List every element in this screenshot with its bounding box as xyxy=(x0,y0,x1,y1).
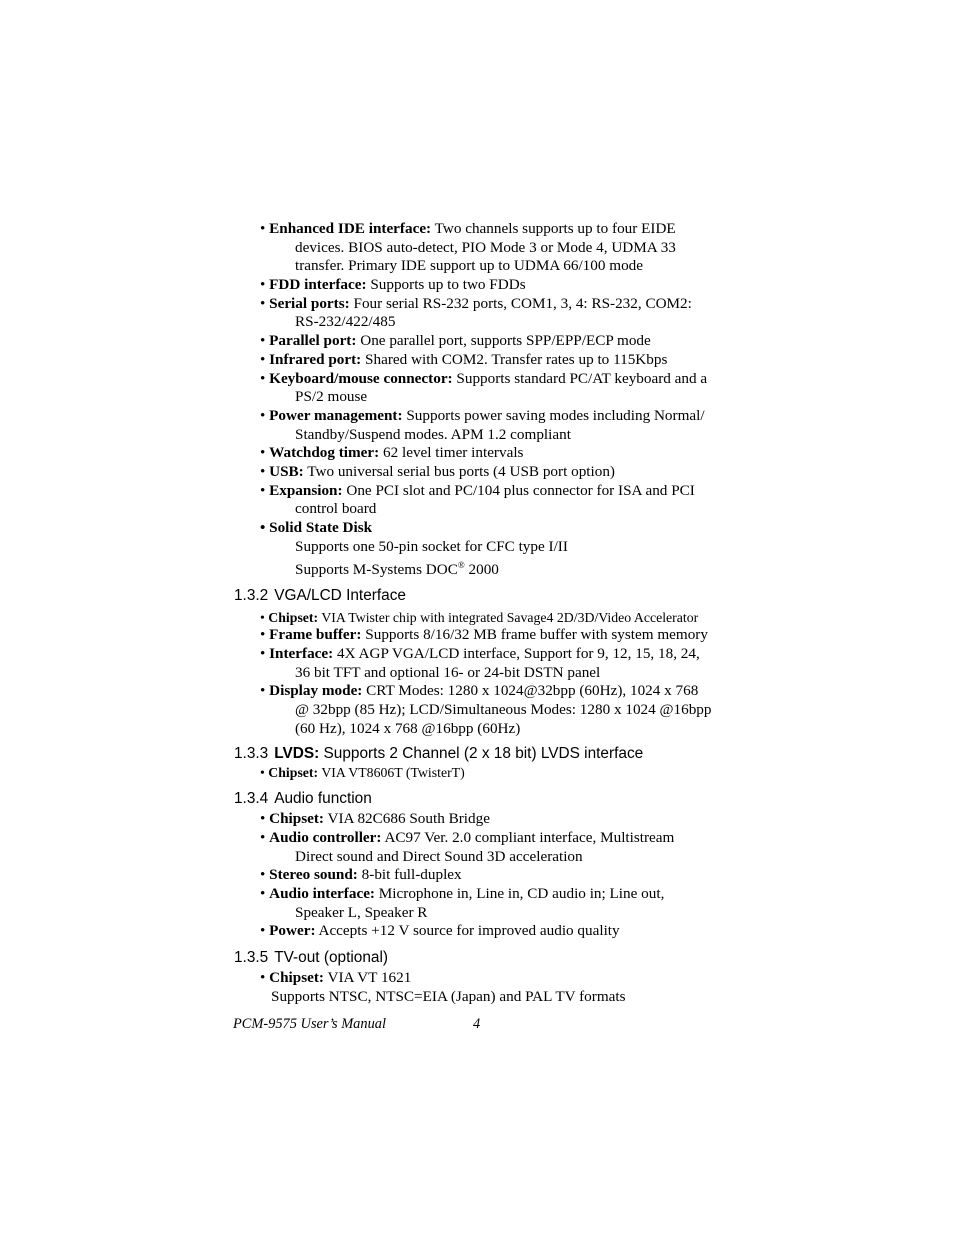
feature-label: Frame buffer: xyxy=(269,626,362,643)
audio-stereo: • Stereo sound: 8-bit full-duplex xyxy=(260,866,462,883)
feature-power-management: • Power management: Supports power saving modes including Normal/ xyxy=(260,407,705,424)
feature-serial: • Serial ports: Four serial RS-232 ports, COM1, 3, 4: RS-232, COM2: xyxy=(260,295,692,312)
feature-keyboard: • Keyboard/mouse connector: Supports standard PC/AT keyboard and a xyxy=(260,370,708,387)
audio-power: • Power: Accepts +12 V source for improved audio quality xyxy=(260,922,620,939)
feature-label: Chipset: xyxy=(268,765,319,780)
feature-serial-cont: RS-232/422/485 xyxy=(295,313,396,330)
feature-usb: • USB: Two universal serial bus ports (4 USB port option) xyxy=(260,463,615,480)
feature-power-management-cont: Standby/Suspend modes. APM 1.2 compliant xyxy=(295,426,571,443)
tvout-chipset: • Chipset: VIA VT 1621 xyxy=(260,969,412,986)
feature-label: Power management: xyxy=(269,407,403,424)
feature-label: Audio interface: xyxy=(269,885,375,902)
feature-expansion-cont: control board xyxy=(295,500,377,517)
feature-watchdog: • Watchdog timer: 62 level timer intervals xyxy=(260,444,524,461)
vga-display-mode-cont: @ 32bpp (85 Hz); LCD/Simultaneous Modes: 1280 x 1024 @16bpp xyxy=(295,701,712,718)
lvds-chipset: • Chipset: VIA VT8606T (TwisterT) xyxy=(260,765,465,780)
audio-chipset: • Chipset: VIA 82C686 South Bridge xyxy=(260,810,490,827)
feature-label: Parallel port: xyxy=(269,332,357,349)
vga-interface-cont: 36 bit TFT and optional 16- or 24-bit DSTN panel xyxy=(295,664,601,681)
vga-display-mode-cont: (60 Hz), 1024 x 768 @16bpp (60Hz) xyxy=(295,720,521,737)
feature-expansion: • Expansion: One PCI slot and PC/104 plus connector for ISA and PCI xyxy=(260,482,695,499)
section-heading-vga: 1.3.2 VGA/LCD Interface xyxy=(234,587,406,604)
vga-interface: • Interface: 4X AGP VGA/LCD interface, Support for 9, 12, 15, 18, 24, xyxy=(260,645,700,662)
feature-parallel: • Parallel port: One parallel port, supports SPP/EPP/ECP mode xyxy=(260,332,651,349)
feature-label: Solid State Disk xyxy=(269,519,373,536)
section-heading-tvout: 1.3.5 TV-out (optional) xyxy=(234,949,389,966)
feature-label: Display mode: xyxy=(269,682,363,699)
tvout-formats: Supports NTSC, NTSC=EIA (Japan) and PAL TV formats xyxy=(271,988,626,1005)
feature-label: Chipset: xyxy=(269,810,324,827)
footer-page-number: 4 xyxy=(473,1016,481,1032)
feature-label: FDD interface: xyxy=(269,276,367,293)
feature-label: USB: xyxy=(269,463,304,480)
feature-label: Stereo sound: xyxy=(269,866,358,883)
feature-label: Power: xyxy=(269,922,316,939)
feature-ide: • Enhanced IDE interface: Two channels supports up to four EIDE xyxy=(260,220,676,237)
vga-chipset: • Chipset: VIA Twister chip with integrated Savage4 2D/3D/Video Accelerator xyxy=(260,610,699,625)
feature-label: Enhanced IDE interface: xyxy=(269,220,432,237)
feature-ssd-cont: Supports one 50-pin socket for CFC type I/II xyxy=(295,538,568,555)
feature-label: Serial ports: xyxy=(269,295,350,312)
feature-infrared: • Infrared port: Shared with COM2. Transfer rates up to 115Kbps xyxy=(260,351,668,368)
audio-controller-cont: Direct sound and Direct Sound 3D acceleration xyxy=(295,848,583,865)
feature-ssd-cont: Supports M-Systems DOC® 2000 xyxy=(295,560,499,578)
feature-ide-cont: transfer. Primary IDE support up to UDMA 66/100 mode xyxy=(295,257,644,274)
feature-label: Audio controller: xyxy=(269,829,382,846)
feature-label: Keyboard/mouse connector: xyxy=(269,370,453,387)
feature-label: Expansion: xyxy=(269,482,343,499)
section-heading-audio: 1.3.4 Audio function xyxy=(234,790,372,807)
feature-label: Chipset: xyxy=(269,969,324,986)
audio-interface-cont: Speaker L, Speaker R xyxy=(295,904,428,921)
section-heading-lvds: 1.3.3 LVDS: Supports 2 Channel (2 x 18 bit) LVDS interface xyxy=(234,745,644,762)
feature-fdd: • FDD interface: Supports up to two FDDs xyxy=(260,276,526,293)
audio-interface: • Audio interface: Microphone in, Line in, CD audio in; Line out, xyxy=(260,885,665,902)
feature-ide-cont: devices. BIOS auto-detect, PIO Mode 3 or Mode 4, UDMA 33 xyxy=(295,239,676,256)
feature-label: Chipset: xyxy=(268,610,319,625)
feature-label: Watchdog timer: xyxy=(269,444,380,461)
feature-label: Infrared port: xyxy=(269,351,362,368)
footer-manual-title: PCM-9575 User’s Manual xyxy=(233,1016,386,1032)
feature-ssd: • Solid State Disk xyxy=(260,519,373,536)
feature-keyboard-cont: PS/2 mouse xyxy=(295,388,368,405)
vga-frame-buffer: • Frame buffer: Supports 8/16/32 MB frame buffer with system memory xyxy=(260,626,708,643)
vga-display-mode: • Display mode: CRT Modes: 1280 x 1024@32bpp (60Hz), 1024 x 768 xyxy=(260,682,699,699)
feature-label: Interface: xyxy=(269,645,334,662)
audio-controller: • Audio controller: AC97 Ver. 2.0 compliant interface, Multistream xyxy=(260,829,675,846)
